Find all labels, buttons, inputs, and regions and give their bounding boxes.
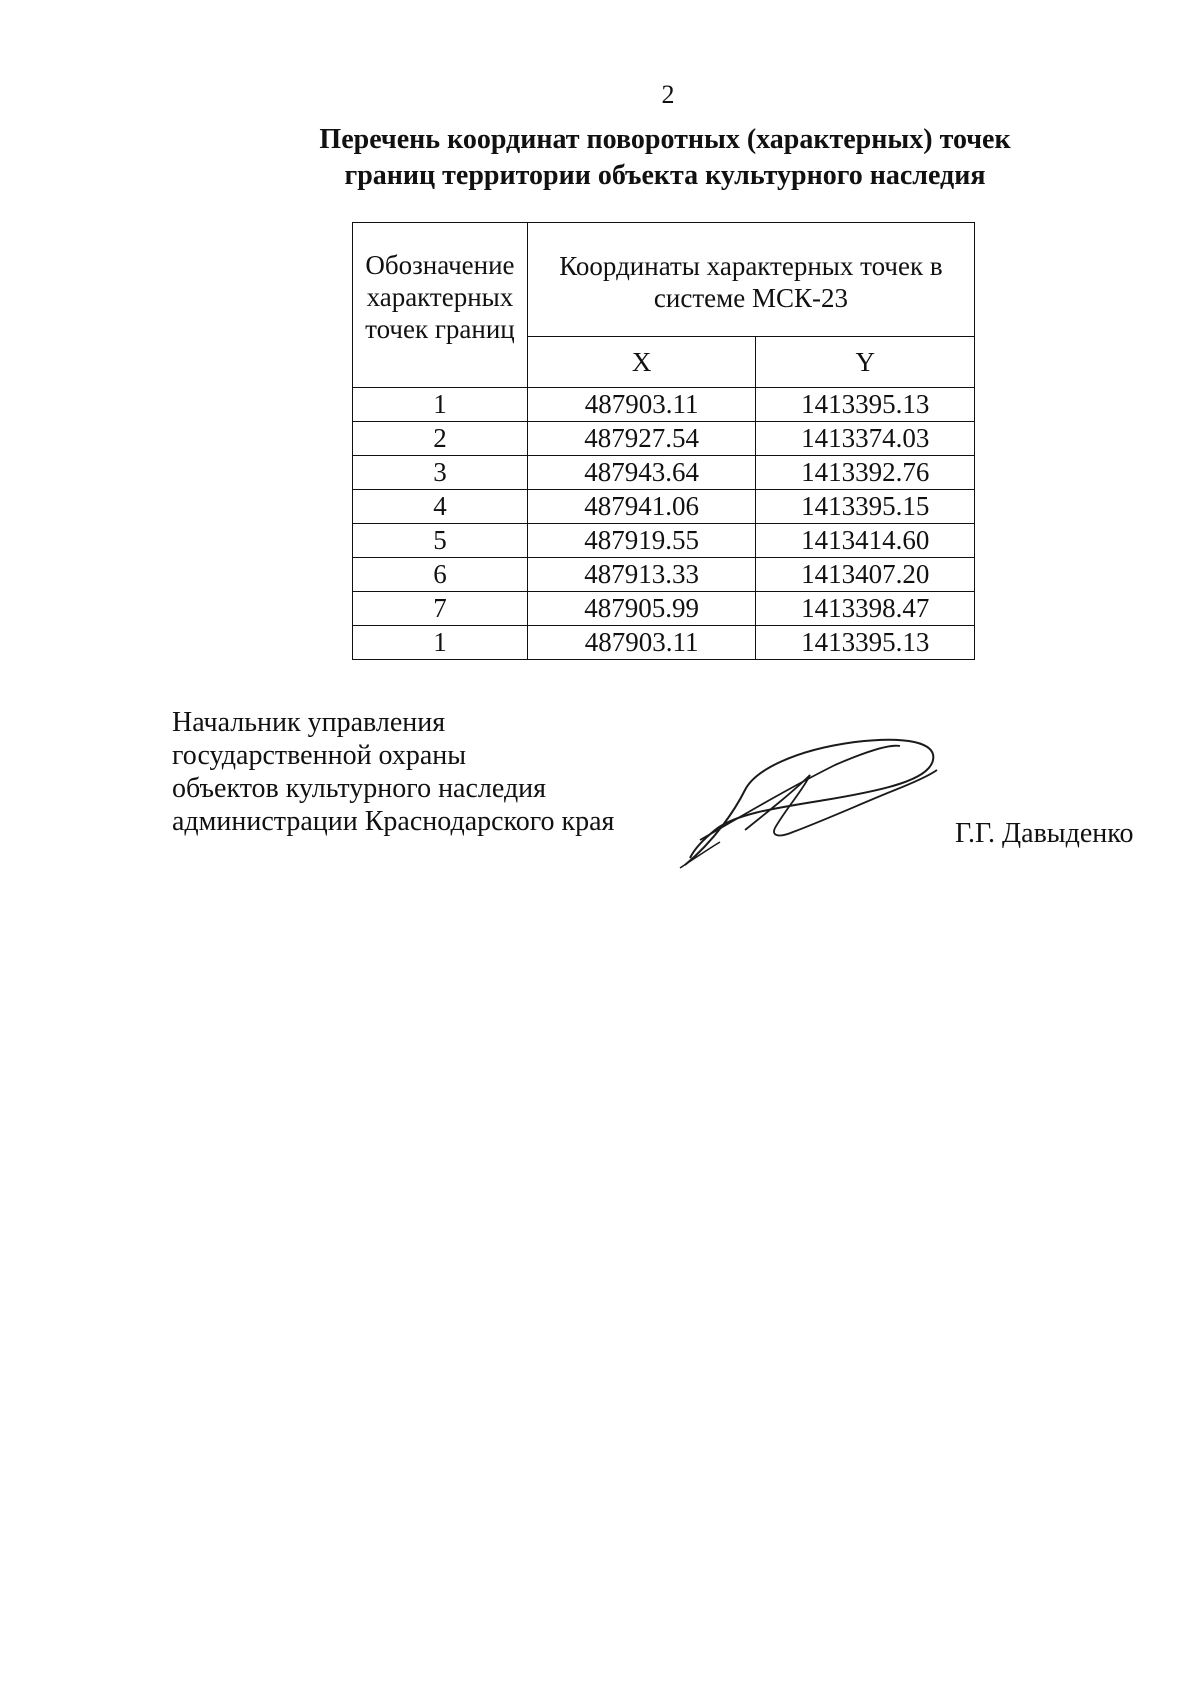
x-cell: 487927.54 bbox=[527, 422, 756, 456]
point-cell: 5 bbox=[353, 524, 528, 558]
point-cell: 6 bbox=[353, 558, 528, 592]
table-row bbox=[353, 490, 975, 524]
table-row bbox=[353, 592, 975, 626]
x-cell: 487905.99 bbox=[527, 592, 756, 626]
point-cell: 7 bbox=[353, 592, 528, 626]
x-cell: 487903.11 bbox=[527, 388, 756, 422]
document-title bbox=[280, 122, 1050, 194]
y-column-header: Y bbox=[756, 337, 975, 388]
coordinates-table bbox=[352, 222, 975, 660]
point-designation-header: Обозначение характерных точек границ bbox=[353, 223, 528, 388]
point-cell: 2 bbox=[353, 422, 528, 456]
x-cell: 487903.11 bbox=[527, 626, 756, 660]
position-line: объектов культурного наследия bbox=[172, 773, 547, 804]
position-line: Начальник управления bbox=[172, 707, 446, 738]
y-cell: 1413407.20 bbox=[756, 558, 975, 592]
title-line-1: Перечень координат поворотных (характерных) точек bbox=[319, 124, 1011, 155]
y-cell: 1413414.60 bbox=[756, 524, 975, 558]
title-line-2: границ территории объекта культурного наследия bbox=[344, 160, 986, 191]
point-cell: 4 bbox=[353, 490, 528, 524]
table-row bbox=[353, 626, 975, 660]
y-cell: 1413392.76 bbox=[756, 456, 975, 490]
position-line: государственной охраны bbox=[172, 740, 467, 771]
x-cell: 487919.55 bbox=[527, 524, 756, 558]
y-cell: 1413395.15 bbox=[756, 490, 975, 524]
y-cell: 1413374.03 bbox=[756, 422, 975, 456]
page-number: 2 bbox=[661, 80, 675, 109]
y-cell: 1413398.47 bbox=[756, 592, 975, 626]
x-column-header: X bbox=[527, 337, 756, 388]
signer-name: Г.Г. Давыденко bbox=[955, 818, 1134, 849]
table-row bbox=[353, 388, 975, 422]
point-cell: 1 bbox=[353, 626, 528, 660]
table-row bbox=[353, 456, 975, 490]
signatory-position bbox=[172, 706, 614, 838]
table-row bbox=[353, 422, 975, 456]
handwritten-signature bbox=[675, 730, 955, 870]
x-cell: 487943.64 bbox=[527, 456, 756, 490]
position-line: администрации Краснодарского края bbox=[172, 806, 615, 837]
table-row bbox=[353, 558, 975, 592]
y-cell: 1413395.13 bbox=[756, 626, 975, 660]
x-cell: 487913.33 bbox=[527, 558, 756, 592]
point-cell: 3 bbox=[353, 456, 528, 490]
y-cell: 1413395.13 bbox=[756, 388, 975, 422]
coordinates-group-header: Координаты характерных точек в системе МСК-23 bbox=[527, 223, 974, 337]
point-cell: 1 bbox=[353, 388, 528, 422]
x-cell: 487941.06 bbox=[527, 490, 756, 524]
table-row bbox=[353, 524, 975, 558]
